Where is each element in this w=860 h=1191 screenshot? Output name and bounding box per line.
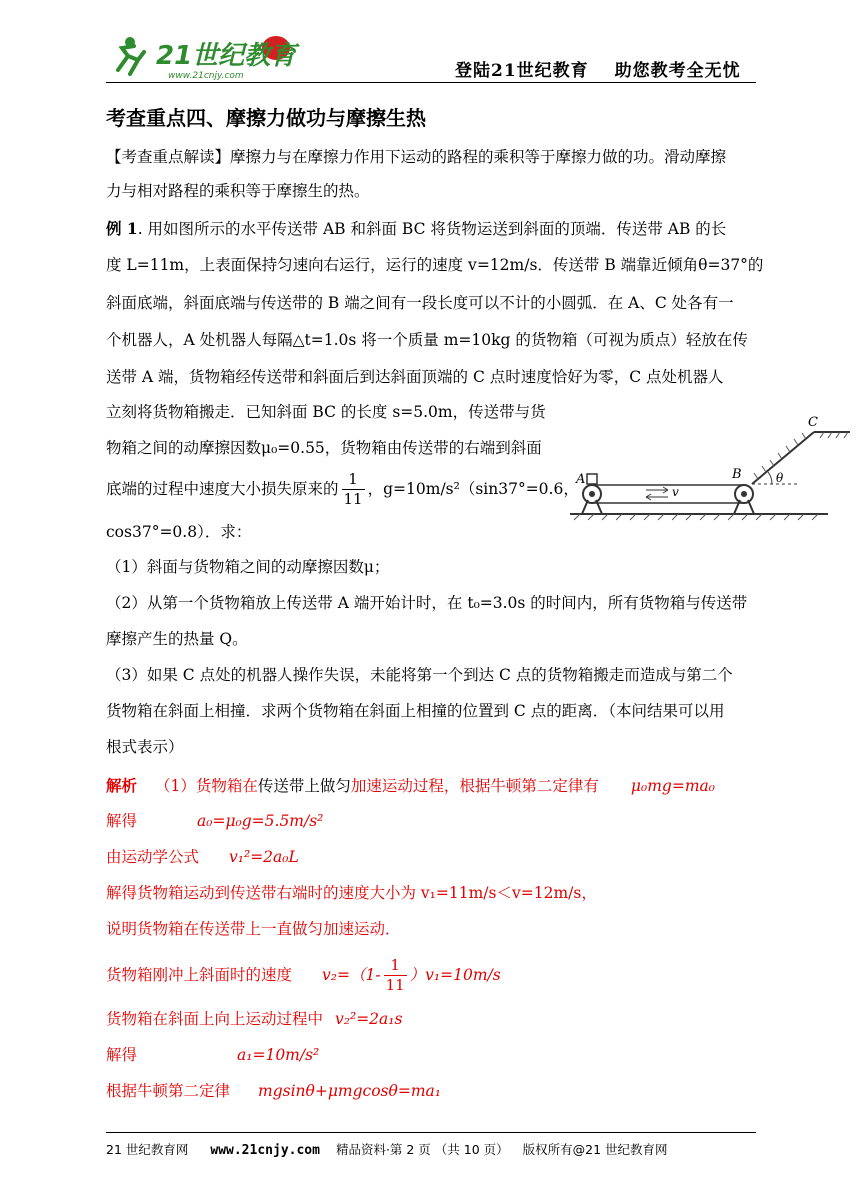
footer-url[interactable]: www.21cnjy.com: [210, 1143, 320, 1158]
header-slogan: [455, 56, 741, 81]
cargo-box: [587, 474, 597, 484]
section-title: 考查重点四、摩擦力做功与摩擦生热: [106, 106, 426, 130]
fraction: $\frac{1}{11}$: [343, 470, 363, 508]
example-label: 例 1: [106, 219, 138, 238]
slogan-right: 助您教考全无忧: [614, 61, 741, 81]
logo-url: www.21cnjy.com: [168, 71, 244, 81]
question-3-line-2: 货物箱在斜面上相撞．求两个货物箱在斜面上相撞的位置到 C 点的距离．（本问结果可以用: [106, 702, 725, 720]
logo-text: 21世纪教育: [156, 41, 297, 71]
example-line-5: 送带 A 端，货物箱经传送带和斜面后到达斜面顶端的 C 点时速度恰好为零，C 点处机器人: [106, 368, 724, 386]
footer-rights: 版权所有@21 世纪教育网: [522, 1142, 668, 1157]
question-3-line-3: 根式表示）: [106, 738, 184, 756]
footer-page: 精品资料·第 2 页 （共 10 页）: [335, 1142, 509, 1157]
label-b: B: [732, 467, 742, 482]
example-line-4: 个机器人，A 处机器人每隔△t=1.0s 将一个质量 m=10kg 的货物箱（可视为质点）轻放在传: [106, 331, 748, 349]
intro-label: 【考查重点解读】: [106, 148, 231, 166]
label-theta: θ: [776, 471, 784, 485]
intro-line-1: 【考查重点解读】摩擦力与在摩擦力作用下运动的路程的乘积等于摩擦力做的功。滑动摩擦: [106, 148, 727, 166]
question-3-line-1: （3）如果 C 点处的机器人操作失误，未能将第一个到达 C 点的货物箱搬走而造成与第二个: [106, 666, 733, 684]
footer-rule: [106, 1132, 756, 1133]
solution-label: 解析: [106, 776, 138, 795]
footer-site: 21 世纪教育网: [106, 1142, 189, 1157]
question-1: （1）斜面与货物箱之间的动摩擦因数μ；: [106, 558, 390, 576]
solution-line-4: 解得货物箱运动到传送带右端时的速度大小为 v₁=11m/s＜v=12m/s，: [106, 884, 597, 902]
example-line-7: 物箱之间的动摩擦因数μ₀=0.55，货物箱由传送带的右端到斜面: [106, 439, 542, 457]
solution-line-7: 货物箱在斜面上向上运动过程中 v₂²=2a₁s: [106, 1010, 403, 1028]
solution-fraction: $\frac{1}{11}$: [385, 956, 405, 994]
question-2-line-1: （2）从第一个货物箱放上传送带 A 端开始计时，在 t₀=3.0s 的时间内，所有货物箱与传送带: [106, 594, 748, 612]
question-2-line-2: 摩擦产生的热量 Q。: [106, 630, 248, 648]
solution-line-6: 货物箱刚冲上斜面时的速度 v₂=（1- $\frac{1}{11}$ ）v₁=10m/s: [106, 956, 501, 994]
label-v: v: [672, 485, 679, 499]
intro-line-2: 力与相对路程的乘积等于摩擦生的热。: [106, 182, 370, 200]
example-line-3: 斜面底端，斜面底端与传送带的 B 端之间有一段长度可以不计的小圆弧．在 A、C 处各有一: [106, 294, 734, 312]
runner-icon: [118, 37, 144, 74]
example-line-8: 底端的过程中速度大小损失原来的 $\frac{1}{11}$ ，g=10m/s²（sin37°=0.6，: [106, 470, 579, 508]
solution-line-3: 由运动学公式 v₁²=2a₀L: [106, 848, 299, 866]
solution-line-1: 解析 （1）货物箱在传送带上做匀加速运动过程，根据牛顿第二定律有 μ₀mg=ma₀: [106, 776, 715, 795]
example-line-2: 度 L=11m，上表面保持匀速向右运行，运行的速度 v=12m/s．传送带 B 端靠近倾角θ=37°的: [106, 256, 764, 274]
solution-line-8: 解得 a₁=10m/s²: [106, 1046, 320, 1064]
header-rule: [106, 82, 756, 83]
label-c: C: [808, 415, 818, 430]
solution-line-9: 根据牛顿第二定律 mgsinθ+μmgcosθ=ma₁: [106, 1082, 441, 1100]
solution-line-2: 解得 a₀=μ₀g=5.5m/s²: [106, 812, 324, 830]
label-a: A: [576, 472, 586, 487]
page-footer: [106, 1140, 668, 1158]
example-line-1: 例 1. 用如图所示的水平传送带 AB 和斜面 BC 将货物运送到斜面的顶端．传送带 AB 的长: [106, 219, 727, 238]
site-logo: [108, 30, 308, 82]
solution-line-5: 说明货物箱在传送带上一直做匀加速运动．: [106, 920, 401, 938]
slogan-left: 登陆21世纪教育: [455, 61, 589, 81]
conveyor-diagram: [568, 410, 852, 522]
example-line-9: cos37°=0.8）．求：: [106, 523, 252, 541]
example-line-6: 立刻将货物箱搬走．已知斜面 BC 的长度 s=5.0m，传送带与货: [106, 403, 546, 421]
